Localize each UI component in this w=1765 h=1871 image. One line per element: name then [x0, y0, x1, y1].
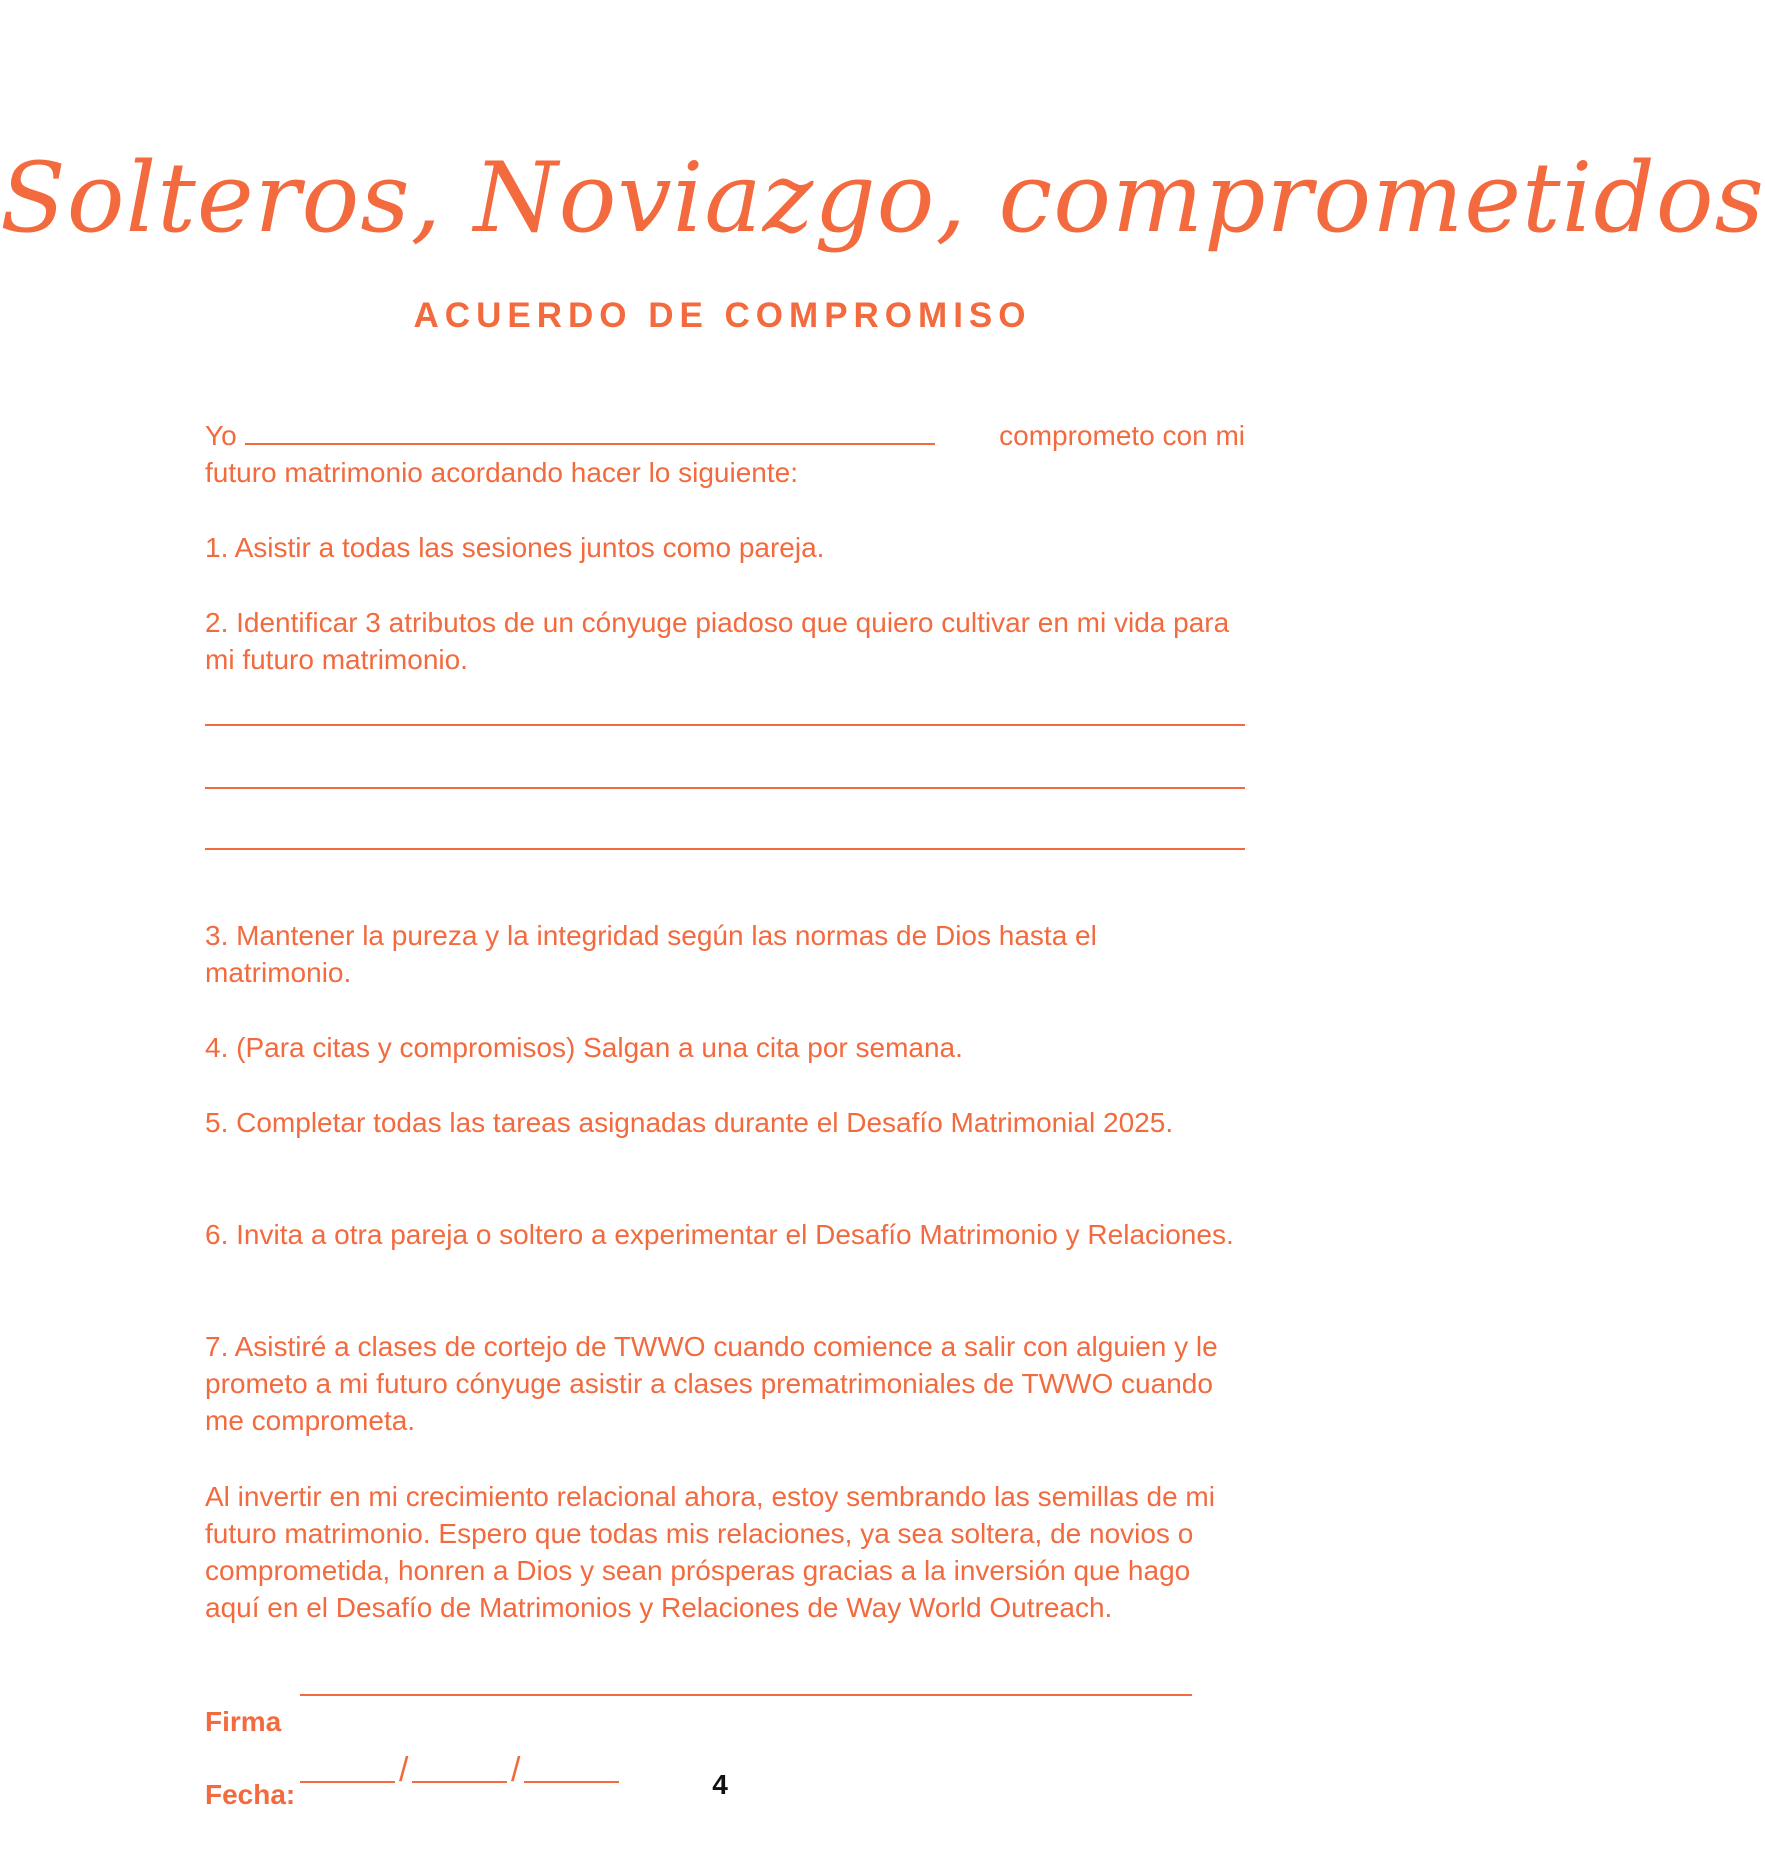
date-day-line[interactable] — [300, 1781, 395, 1783]
firma-label: Firma — [205, 1706, 282, 1737]
item-2: 2. Identificar 3 atributos de un cónyuge piadoso que quiero cultivar en mi vida para mi futuro matrimonio. — [205, 607, 1230, 675]
script-title: Solteros, Noviazgo, comprometidos — [0, 142, 1765, 254]
item-7: 7. Asistiré a clases de cortejo de TWWO cuando comience a salir con alguien y le prometo a mi futuro cónyuge asistir a clases prematrimoniales de TWWO cuando me comprometa. — [205, 1331, 1218, 1436]
date-separator-1: / — [399, 1751, 409, 1789]
signature-line[interactable] — [300, 1694, 1192, 1696]
item-3: 3. Mantener la pureza y la integridad según las normas de Dios hasta el matrimonio. — [205, 920, 1097, 988]
name-line — [205, 417, 1245, 454]
closing-paragraph: Al invertir en mi crecimiento relacional ahora, estoy sembrando las semillas de mi futuro matrimonio. Espero que todas mis relaciones, ya sea soltera, de novios o comprometida, honren a Dios y sean prósperas gracias a la inversión que hago aquí en el Desafío de Matrimonios y Relaciones de Way World Outreach. — [205, 1481, 1215, 1623]
page-number: 4 — [712, 1769, 728, 1800]
item-1: 1. Asistir a todas las sesiones juntos como pareja. — [205, 532, 825, 563]
attribute-line-2[interactable] — [205, 787, 1245, 789]
date-year-line[interactable] — [524, 1781, 619, 1783]
name-blank-line[interactable] — [245, 443, 935, 445]
item-5: 5. Completar todas las tareas asignadas durante el Desafío Matrimonial 2025. — [205, 1107, 1174, 1138]
fecha-label: Fecha: — [205, 1779, 296, 1810]
date-month-line[interactable] — [412, 1781, 507, 1783]
document-subtitle: ACUERDO DE COMPROMISO — [413, 296, 1032, 335]
yo-label: Yo — [205, 420, 237, 451]
item-6: 6. Invita a otra pareja o soltero a experimentar el Desafío Matrimonio y Relaciones. — [205, 1219, 1234, 1250]
commitment-text: comprometo con mi — [999, 420, 1245, 451]
intro-line-2: futuro matrimonio acordando hacer lo siguiente: — [205, 457, 799, 488]
date-separator-2: / — [511, 1751, 521, 1789]
attribute-line-3[interactable] — [205, 848, 1245, 850]
item-4: 4. (Para citas y compromisos) Salgan a una cita por semana. — [205, 1032, 963, 1063]
attribute-line-1[interactable] — [205, 724, 1245, 726]
